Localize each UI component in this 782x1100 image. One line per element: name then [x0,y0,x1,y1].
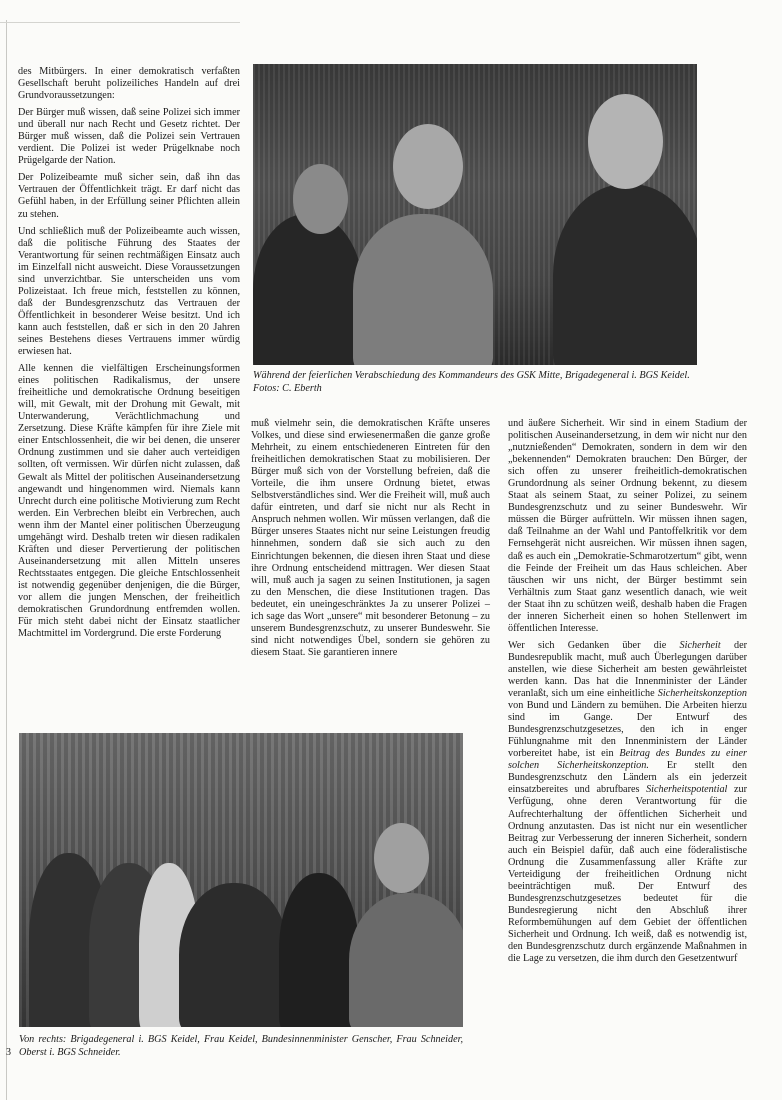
paragraph: muß vielmehr sein, die demokratischen Kräfte unseres Volkes, und diese sind erwiesenermaßen die ganze große Mehrheit, zu einem entschiedeneren Eintreten für den freiheitlichen demokratischen Staat zu mobilisieren. Der Bürger muß sich von der Vorstellung befreien, daß die Vorteile, die ihm unsere Ordnung bietet, etwas Selbstverständliches sind. Wer die Freiheit will, muß auch dafür eintreten, und darf sie nicht nur als Recht in Anspruch nehmen wollen. Wir müssen verlangen, daß die Bürger unseres Staates nicht nur seine Leistungen freudig hinnehmen, sondern daß sie sich auch zu den Einrichtungen bekennen, die diesen ihren Staat und diese ihre Ordnung entscheidend mittragen. Wer diesen Staat will, muß auch ja sagen zu seinen Institutionen, ja sagen zu den Menschen, die diese Institutionen tragen. Das bedeutet, ein uneingeschränktes Ja zu unserer Polizei – ich sage das Wort „unsere“ mit besonderer Betonung – zu unserem Bundesgrenzschutz, zu unserer Bundeswehr. Sie sind nicht notwendiges Übel, sondern sie gehören zu diesem Staat. Sie garantieren innere [251,418,490,658]
photo-caption: Von rechts: Brigadegeneral i. BGS Keidel, Frau Keidel, Bundesinnenminister Genscher, Frau Schneider, Oberst i. BGS Schneider. [19,1034,463,1058]
page-edge-line [6,20,7,1100]
photo-figure-oberst-schneider [349,893,463,1027]
paragraph [508,640,747,965]
paragraph: Der Bürger muß wissen, daß seine Polizei sich immer und überall nur nach Recht und Gesetz richtet. Der Bürger muß wissen, daß die Polizei sein Vertrauen verdient. Die Polizei ist weder Prügelknabe noch Prügelgarde der Nation. [18,107,240,167]
paragraph: des Mitbürgers. In einer demokratisch verfaßten Gesellschaft beruht polizeiliches Handeln auf drei Grundvoraussetzungen: [18,66,240,102]
emphasis: Sicherheitspotential [646,784,728,796]
emphasis: Beitrag des Bundes zu einer solchen Sicherheitskonzeption. [508,748,747,772]
page-edge-line-top [0,22,240,23]
photo-figure-minister [553,184,697,365]
photo-figure-frau-schneider [279,873,359,1027]
photo-audience [19,733,463,1027]
text-run: der Bundesrepublik macht, muß auch Überlegungen darüber anstellen, wie diese Sicherheit am besten gewährleistet werden kann. Das hat die Innenminister der Länder veranlaßt, sich um eine einheitliche [508,639,747,700]
text-run: Er stellt den Bundesgrenzschutz den Ländern als ein jederzeit einsatzbereites und abrufbares [508,760,747,796]
paragraph: Alle kennen die vielfältigen Erscheinungsformen eines politischen Radikalismus, der unsere freiheitliche und demokratische Ordnung beseitigen will, mit Gewalt, mit der Drohung mit Gewalt, mit Unterwanderung, Verächtlichmachung und Zersetzung. Diese Kräfte kämpfen für ihre Ziele mit einer Entschlossenheit, die wir bei denen, die unserer Ordnung zustimmen und sie daher auch verteidigen sollten, oft vermissen. Wir dürfen nicht zulassen, daß Gewalt als Mittel der politischen Auseinandersetzung angewandt und hingenommen wird. Niemals kann Unrecht durch eine politische Motivierung zum Recht werden. Ein Verbrechen bleibt ein Verbrechen, auch wenn ihm der Mantel einer politischen Überzeugung umgehängt wird. Deshalb treten wir diesen radikalen Kräften und dieser Pervertierung der politischen Auseinandersetzung mit allen Mitteln unseres Rechtsstaates entgegen. Die gleiche Entschlossenheit ist notwendig gegenüber denjenigen, die die Bürger, vor allem die jungen Menschen, der freiheitlich demokratischen Grundordnung entfremden wollen. Für mich steht dabei nicht der Einsatz staatlicher Machtmittel im Vordergrund. Die erste Forderung [18,363,240,640]
photo-figure-genscher [179,883,289,1027]
photo-figure-head [293,164,348,234]
article-column-2 [251,418,490,664]
paragraph: Der Polizeibeamte muß sicher sein, daß ihn das Vertrauen der Öffentlichkeit trägt. Er darf nicht das Gefühl haben, in der Erfüllung seiner Pflichten allein zu stehen. [18,172,240,220]
photo-figure-general [353,214,493,365]
article-column-3 [508,418,747,970]
photo-figure-head [588,94,663,189]
text-run: Wer sich Gedanken über die [508,639,680,651]
photo-caption: Während der feierlichen Verabschiedung des Kommandeurs des GSK Mitte, Brigadegeneral i. BGS Keidel. Fotos: C. Eberth [253,370,690,394]
photo-farewell-ceremony [253,64,697,365]
photo-figure-head [393,124,463,209]
article-column-1 [18,66,240,645]
text-run: von Bund und Ländern zu bemühen. Die Arbeiten hierzu sind im Gange. Der Entwurf des Bundesgrenzschutzgesetzes, den ich in enger Fühlungnahme mit den Innenministern der Länder vorbereitet habe, ist ein [508,700,747,760]
photo-figure-head [374,823,429,893]
paragraph: Und schließlich muß der Polizeibeamte auch wissen, daß die politische Führung des Staates der Verantwortung für seinen rechtmäßigen Einsatz auch im Einzelfall nicht ausweicht. Diese Voraussetzungen sind unverzichtbar. Sie unterscheiden uns vom Polizeistaat. Ich freue mich, feststellen zu können, daß der Bundesgrenzschutz das Vertrauen der Öffentlichkeit in besonderer Weise besitzt. Und ich kann auch feststellen, daß er sich in den 20 Jahren seines Bestehens dieses Vertrauens immer würdig erwiesen hat. [18,225,240,358]
photo-figure-officer-left [253,214,363,365]
emphasis: Sicherheitskonzeption [657,688,747,700]
text-run: zur Verfügung, ohne deren Verantwortung für die Aufrechterhaltung der öffentlichen Sicherheit und Ordnung anzutasten. Das ist nicht nur ein wesentlicher Beitrag zur Verbesserung der inneren Sicherheit, sondern auch ein Beispiel dafür, daß auch eine föderalistische Ordnung die Zusammenfassung aller Kräfte zur Verteidigung der freiheitlichen Ordnung nicht beeinträchtigen muß. Der Entwurf des Bundesgrenzschutzgesetzes bedeutet für die Bundesregierung nicht den Abschluß ihrer Reformbemühungen auf dem Gebiet der öffentlichen Sicherheit und Ordnung. Ich weiß, daß es notwendig ist, den Bundesgrenzschutz durch ergänzende Maßnahmen in die Lage zu versetzen, die ihm durch den Gesetzentwurf [508,784,747,965]
emphasis: Sicherheit [679,639,721,651]
page-number: 3 [6,1047,11,1058]
paragraph: und äußere Sicherheit. Wir sind in einem Stadium der politischen Auseinandersetzung, in dem wir nicht nur den „nutznießenden“ Demokraten, sondern in dem wir den „bekennenden“ Demokraten brauchen: Den Bürger, der sich offen zu unserer freiheitlich-demokratischen Grundordnung als seiner Ordnung bekennt, zu diesem Staat als seinem Staat, zu seiner Polizei, zu seinem Bundesgrenzschutz und zu seiner Bundeswehr. Wir müssen die Bürger aufrütteln. Wir müssen ihnen sagen, daß Teilnahme an der Wahl und Pantoffelkritik vor dem Fernsehgerät nicht ausreichen. Wir müssen ihnen sagen, daß es auch ein „Demokratie-Schmarotzertum“ gibt, wenn die Feinde der Freiheit um das Haus schleichen. Aber täuschen wir uns nicht, der Bürger bestimmt sein Verhältnis zum Staat ganz wesentlich danach, wie weit der Staat ihn zu schützen weiß, deshalb haben die Fragen der inneren Sicherheit einen so hohen Stellenwert im öffentlichen Interesse. [508,418,747,634]
